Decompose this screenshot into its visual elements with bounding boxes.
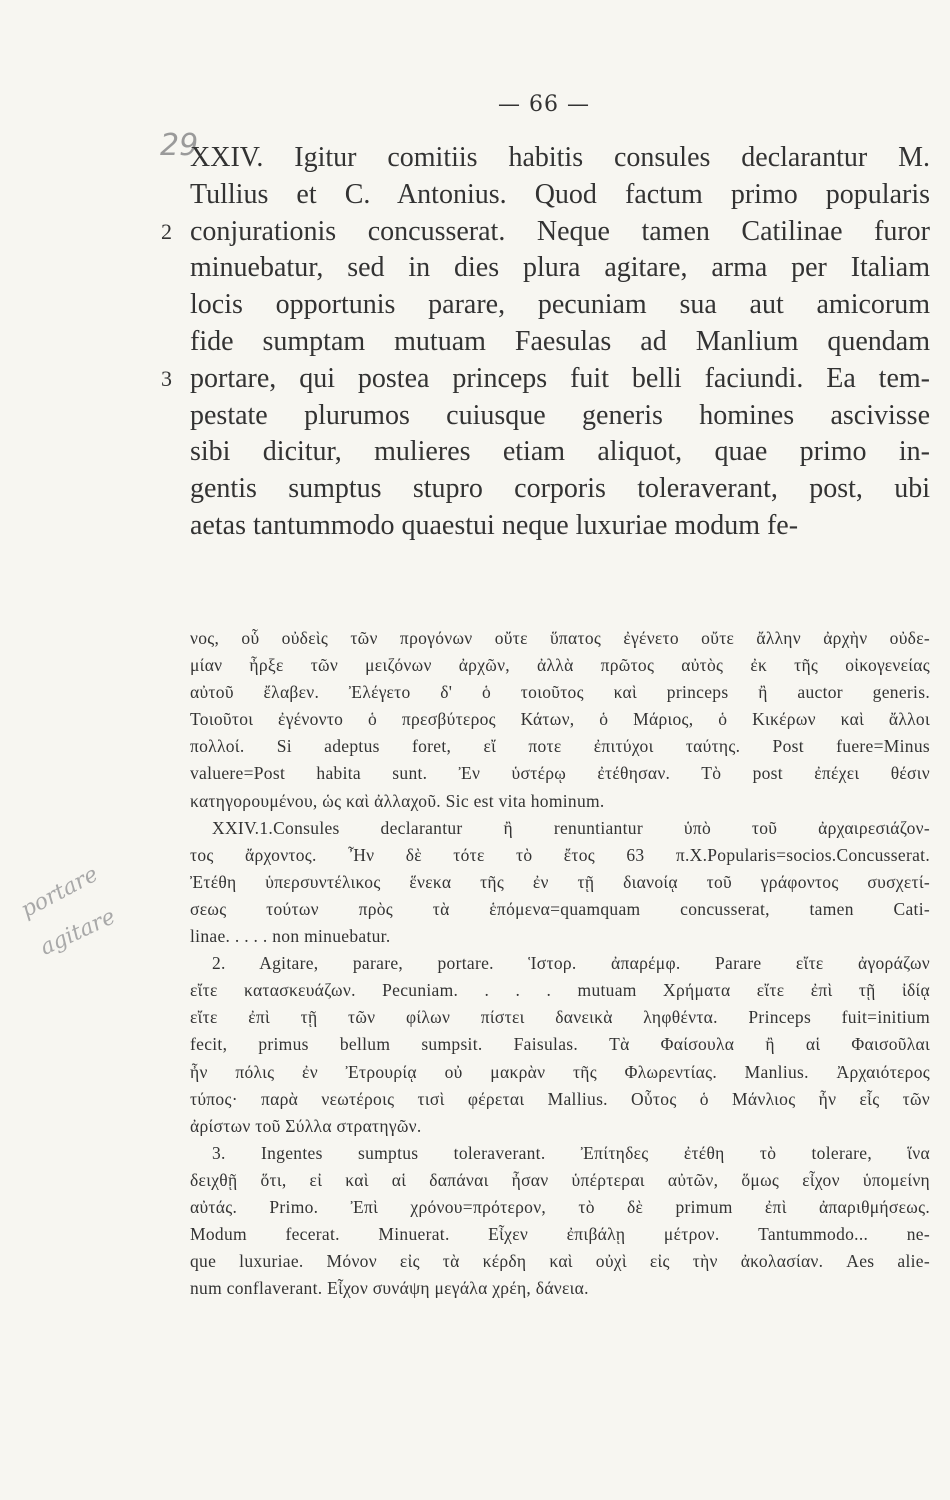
commentary-line: Ἐτέθη ὑπερσυντέλικος ἕνεκα τῆς ἐν τῇ διανοίᾳ τοῦ γράφοντος συσχετί- — [190, 871, 930, 892]
main-text-line — [190, 287, 930, 324]
main-text-line-text: conjurationis concusserat. Neque tamen Catilinae furor — [190, 215, 930, 247]
commentary-line: 3. Ingentes sumptus toleraverant. Ἐπίτηδες ἐτέθη τὸ tolerare, ἵνα — [212, 1142, 930, 1163]
page-number: — 66 — — [498, 92, 590, 117]
main-text-line — [190, 508, 930, 545]
commentary-line: αὐτοῦ ἔλαβεν. Ἐλέγετο δ' ὁ τοιοῦτος καὶ princeps ἢ auctor generis. — [190, 682, 930, 703]
commentary-line: σεως τούτων πρὸς τὰ ἑπόμενα=quamquam concusserat, tamen Cati- — [190, 898, 930, 919]
commentary-line: τύπος· παρὰ νεωτέροις τισὶ φέρεται Mallius. Οὗτος ὁ Μάνλιος ἦν εἷς τῶν — [190, 1088, 930, 1109]
main-text-line-text: XXIV. Igitur comitiis habitis consules declarantur M. — [190, 142, 930, 173]
commentary-line: ἦν πόλις ἐν Ἐτρουρίᾳ οὐ μακρὰν τῆς Φλωρεντίας. Manlius. Ἀρχαιότερος — [190, 1061, 930, 1082]
commentary-line: 2. Agitare, parare, portare. Ἱστορ. ἀπαρέμφ. Parare εἴτε ἀγοράζων — [212, 953, 930, 974]
pencil-note-portare: portare — [17, 861, 103, 924]
main-text-line — [161, 214, 930, 251]
commentary-line: Τοιοῦτοι ἐγένοντο ὁ πρεσβύτερος Κάτων, ὁ Μάριος, ὁ Κικέρων καὶ ἄλλοι — [190, 709, 930, 730]
main-text-line — [190, 471, 930, 508]
commentary-line: μίαν ἦρξε τῶν μειζόνων ἀρχῶν, ἀλλὰ πρῶτος αὐτὸς ἐκ τῆς οἰκογενείας — [190, 655, 930, 676]
pencil-note-agitare: agitare — [36, 904, 120, 961]
commentary-line: εἴτε κατασκευάζων. Pecuniam. . . . mutuam Χρήματα εἴτε ἐπὶ τῇ ἰδίᾳ — [190, 980, 930, 1001]
commentary-line: κατηγορουμένου, ὡς καὶ ἀλλαχοῦ. Sic est vita hominum. — [190, 790, 605, 811]
main-text-line-text: sibi dicitur, mulieres etiam aliquot, quae primo in- — [190, 436, 930, 468]
main-text-line-text: aetas tantummodo quaestui neque luxuriae modum fe- — [190, 509, 799, 541]
commentary-line: τος ἄρχοντος. Ἦν δὲ τότε τὸ ἔτος 63 π.Χ.Popularis=socios.Concusserat. — [190, 844, 930, 865]
commentary-notes — [190, 625, 930, 1302]
pencil-margin-annotation — [18, 850, 178, 960]
commentary-line: linae. . . . . non minuebatur. — [190, 926, 391, 947]
main-text-line-text: Tullius et C. Antonius. Quod factum primo popularis — [190, 178, 930, 210]
commentary-line: αὐτάς. Primo. Ἐπὶ χρόνου=πρότερον, τὸ δὲ primum ἐπὶ ἀπαριθμήσεως. — [190, 1196, 930, 1217]
commentary-line: δειχθῇ ὅτι, εἰ καὶ αἱ δαπάναι ἦσαν ὑπέρτεραι αὐτῶν, ὅμως εἶχον ὑπομείνη — [190, 1169, 930, 1190]
commentary-line: εἴτε ἐπὶ τῇ τῶν φίλων πίστει δανεικὰ ληφθέντα. Princeps fuit=initium — [190, 1007, 930, 1028]
main-text-line — [190, 250, 930, 287]
commentary-line: Modum fecerat. Minuerat. Εἶχεν ἐπιβάλῃ μέτρον. Tantummodo... ne- — [190, 1224, 930, 1245]
main-text-line-text: minuebatur, sed in dies plura agitare, arma per Italiam — [190, 252, 930, 284]
main-text-line — [190, 324, 930, 361]
commentary-line: νος, οὗ οὐδεὶς τῶν προγόνων οὔτε ὕπατος ἐγένετο οὔτε ἄλλην ἀρχὴν οὐδε- — [190, 628, 930, 648]
main-text-line — [190, 434, 930, 471]
main-text-line-text: portare, qui postea princeps fuit belli faciundi. Ea tem- — [190, 362, 930, 394]
paragraph-section-number: 3 — [161, 365, 172, 391]
main-text-line — [190, 398, 930, 435]
main-text-line-text: locis opportunis parare, pecuniam sua aut amicorum — [190, 289, 930, 321]
main-text-line — [190, 140, 930, 177]
commentary-line: XXIV.1.Consules declarantur ἢ renuntiantur ὑπὸ τοῦ ἀρχαιρεσιάζον- — [212, 817, 930, 838]
main-text-line — [190, 177, 930, 214]
commentary-line: num conflaverant. Εἶχον συνάψη μεγάλα χρέη, δάνεια. — [190, 1278, 589, 1299]
main-text-line — [161, 361, 930, 398]
commentary-line: ἀρίστων τοῦ Σύλλα στρατηγῶν. — [190, 1115, 422, 1136]
commentary-line: valuere=Post habita sunt. Ἐν ὑστέρῳ ἐτέθησαν. Τὸ post ἐπέχει θέσιν — [190, 763, 930, 784]
commentary-line: fecit, primus bellum sumpsit. Faisulas. Τὰ Φαίσουλα ἢ αἱ Φαισοῦλαι — [190, 1034, 930, 1055]
commentary-line: πολλοί. Si adeptus foret, εἴ ποτε ἐπιτύχοι ταύτης. Post fuere=Minus — [190, 736, 930, 757]
main-text-line-text: gentis sumptus stupro corporis toleraverant, post, ubi — [190, 473, 930, 505]
commentary-line: que luxuriae. Μόνον εἰς τὰ κέρδη καὶ οὐχὶ εἰς τὴν ἀκολασίαν. Aes alie- — [190, 1251, 930, 1272]
pencil-annotation-number: 29 — [160, 128, 199, 163]
main-text-line-text: pestate plurumos cuiusque generis homines ascivisse — [190, 399, 930, 431]
main-text-line-text: fide sumptam mutuam Faesulas ad Manlium quendam — [190, 325, 930, 357]
paragraph-section-number: 2 — [161, 218, 172, 244]
